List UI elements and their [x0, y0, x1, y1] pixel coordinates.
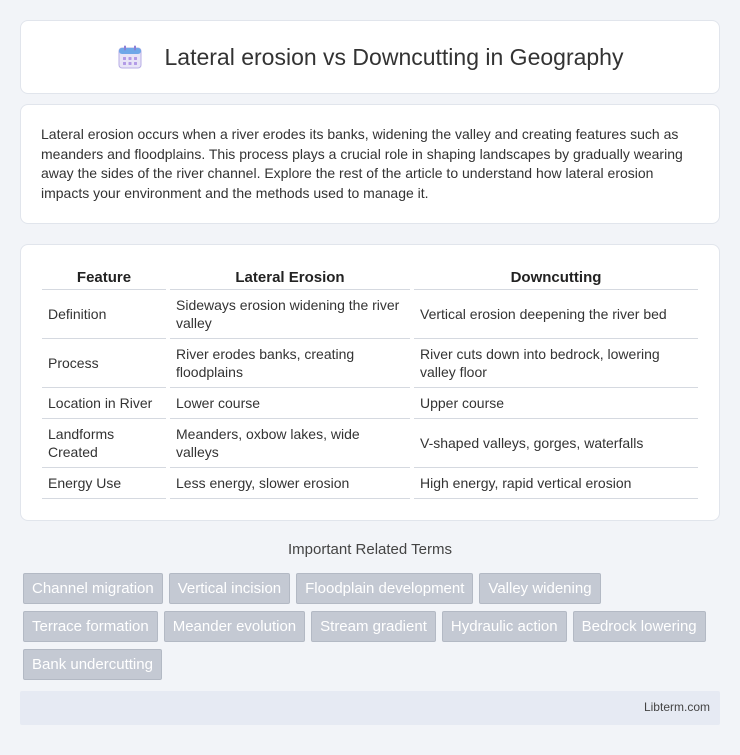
table-header: Feature	[42, 263, 168, 290]
table-cell: Definition	[42, 290, 168, 339]
intro-card	[20, 104, 720, 224]
footer	[20, 691, 720, 725]
table-cell: V-shaped valleys, gorges, waterfalls	[412, 419, 698, 468]
table-cell: High energy, rapid vertical erosion	[412, 468, 698, 499]
table-cell: Location in River	[42, 388, 168, 419]
table-cell: River erodes banks, creating floodplains	[168, 339, 412, 388]
table-header-row	[42, 263, 698, 290]
table-header: Lateral Erosion	[168, 263, 412, 290]
table-row	[42, 388, 698, 419]
table-cell: Landforms Created	[42, 419, 168, 468]
title-card	[20, 20, 720, 94]
term-tag[interactable]: Bedrock lowering	[573, 611, 706, 642]
intro-text: Lateral erosion occurs when a river erodes its banks, widening the valley and creating features such as meanders and floodplains. This process plays a crucial role in shaping landscapes by gradually wearing away the sides of the river channel. Explore the rest of the article to understand how lateral erosion impacts your environment and the methods used to manage it.	[41, 126, 683, 201]
term-tag[interactable]: Terrace formation	[23, 611, 158, 642]
related-terms-heading: Important Related Terms	[288, 541, 452, 558]
table-cell: River cuts down into bedrock, lowering valley floor	[412, 339, 698, 388]
table-cell: Sideways erosion widening the river valley	[168, 290, 412, 339]
term-tag[interactable]: Bank undercutting	[23, 649, 162, 680]
term-tag[interactable]: Hydraulic action	[442, 611, 567, 642]
term-tag[interactable]: Floodplain development	[296, 573, 473, 604]
term-tag[interactable]: Vertical incision	[169, 573, 290, 604]
term-tag[interactable]: Channel migration	[23, 573, 163, 604]
related-terms-list	[23, 573, 723, 687]
table-cell: Less energy, slower erosion	[168, 468, 412, 499]
comparison-table	[42, 263, 698, 499]
table-cell: Process	[42, 339, 168, 388]
calendar-icon	[117, 44, 143, 70]
table-cell: Upper course	[412, 388, 698, 419]
table-cell: Energy Use	[42, 468, 168, 499]
comparison-card	[20, 244, 720, 521]
term-tag[interactable]: Meander evolution	[164, 611, 305, 642]
table-cell: Vertical erosion deepening the river bed	[412, 290, 698, 339]
table-row	[42, 468, 698, 499]
table-cell: Meanders, oxbow lakes, wide valleys	[168, 419, 412, 468]
page-title: Lateral erosion vs Downcutting in Geography	[164, 43, 624, 70]
footer-site-link[interactable]: Libterm.com	[643, 700, 710, 714]
term-tag[interactable]: Stream gradient	[311, 611, 436, 642]
table-header: Downcutting	[412, 263, 698, 290]
table-row	[42, 290, 698, 339]
term-tag[interactable]: Valley widening	[479, 573, 600, 604]
table-cell: Lower course	[168, 388, 412, 419]
table-row	[42, 339, 698, 388]
table-row	[42, 419, 698, 468]
